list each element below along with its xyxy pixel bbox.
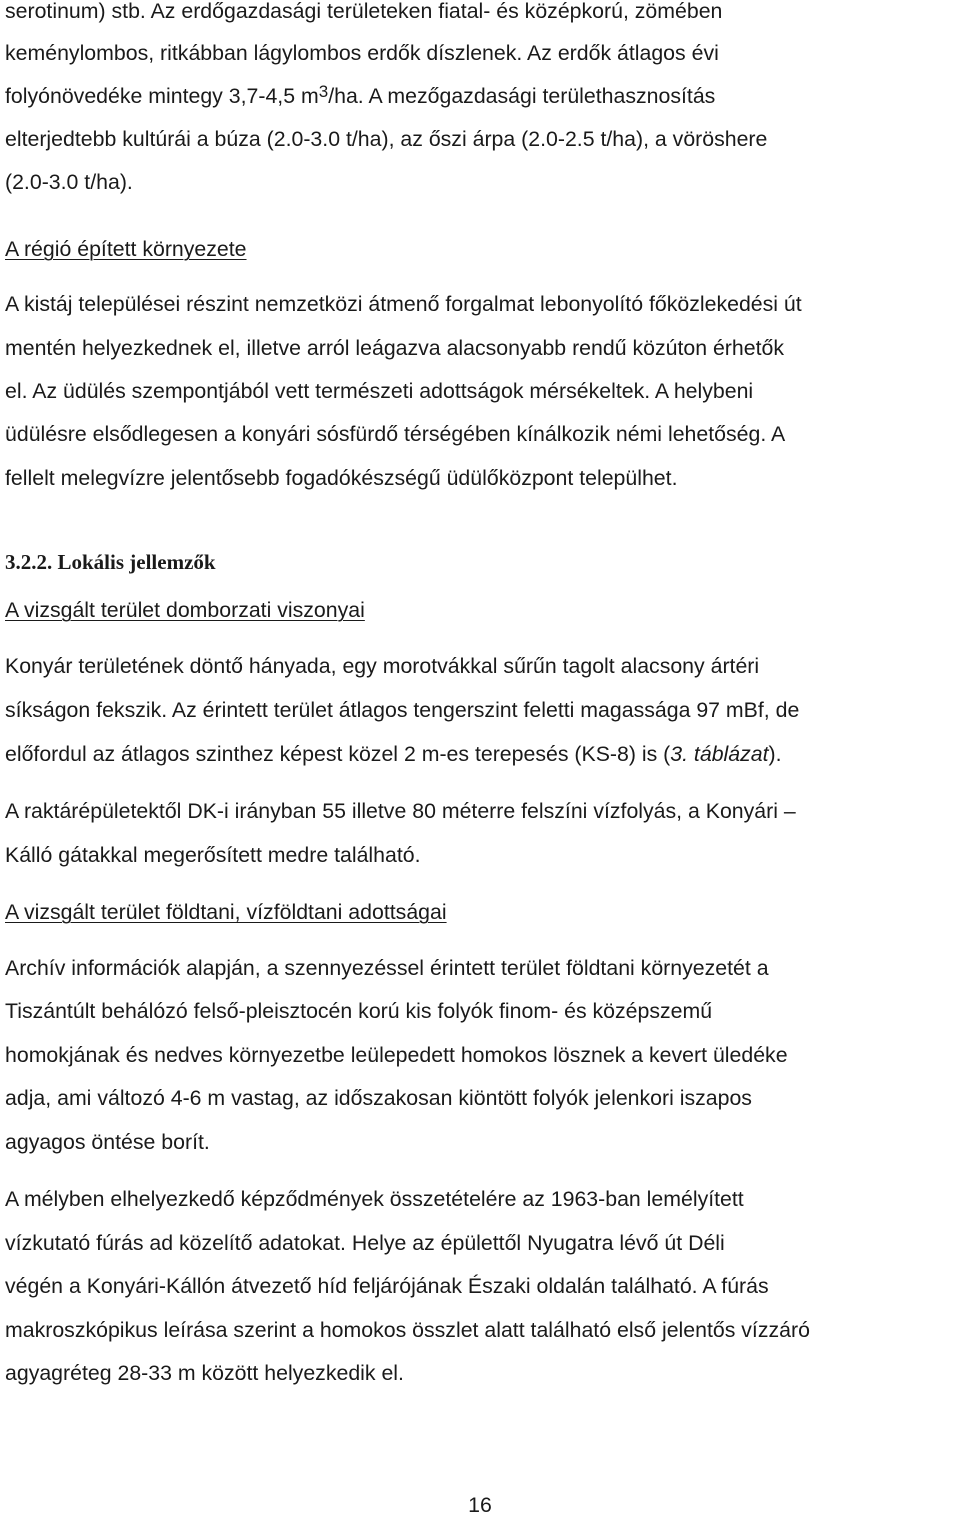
subheading-built-environment: A régió épített környezete (5, 237, 247, 261)
paragraph-line: agyagos öntése borít. (5, 1130, 210, 1154)
paragraph-line: Tiszántúlt behálózó felső-pleisztocén korú kis folyók finom- és középszemű (5, 999, 713, 1023)
paragraph-line: A mélyben elhelyezkedő képződmények összetételére az 1963-ban lemélyített (5, 1187, 744, 1211)
text-span: ). (768, 742, 782, 766)
paragraph-line: síkságon fekszik. Az érintett terület átlagos tengerszint feletti magassága 97 mBf, de (5, 698, 800, 722)
paragraph-line: homokjának és nedves környezetbe leülepedett homokos lösznek a kevert üledéke (5, 1043, 788, 1067)
paragraph-line: A kistáj települései részint nemzetközi átmenő forgalmat lebonyolító főközlekedési út (5, 292, 802, 316)
superscript: 3 (318, 82, 329, 101)
paragraph-line: serotinum) stb. Az erdőgazdasági területeken fiatal- és középkorú, zömében (5, 0, 723, 23)
paragraph-line: makroszkópikus leírása szerint a homokos összlet alatt található első jelentős vízzáró (5, 1318, 810, 1342)
paragraph-line: keménylombos, ritkábban lágylombos erdők díszlenek. Az erdők átlagos évi (5, 41, 719, 65)
section-number: 3.2.2. (5, 550, 53, 574)
paragraph-line: el. Az üdülés szempontjából vett természeti adottságok mérsékeltek. A helybeni (5, 379, 754, 403)
paragraph-line: fellelt melegvízre jelentősebb fogadókészségű üdülőközpont települhet. (5, 466, 678, 490)
paragraph-line: mentén helyezkednek el, illetve arról leágazva alacsonyabb rendű közúton érhetők (5, 336, 785, 360)
section-title: Lokális jellemzők (57, 550, 216, 574)
subheading-geology: A vizsgált terület földtani, vízföldtani adottságai (5, 900, 447, 924)
text-span: előfordul az átlagos szinthez képest közel 2 m-es terepesés (KS-8) is ( (5, 742, 671, 766)
paragraph-line: (2.0-3.0 t/ha). (5, 170, 133, 194)
page-number: 16 (468, 1493, 492, 1517)
table-reference: 3. táblázat (670, 742, 769, 766)
paragraph-line: Konyár területének döntő hányada, egy morotvákkal sűrűn tagolt alacsony ártéri (5, 654, 760, 678)
paragraph-line: agyagréteg 28-33 m között helyezkedik el. (5, 1361, 404, 1385)
paragraph-line: Kálló gátakkal megerősített medre található. (5, 843, 421, 867)
paragraph-line: végén a Konyári-Kállón átvezető híd feljárójának Északi oldalán található. A fúrás (5, 1274, 769, 1298)
section-heading (5, 549, 216, 575)
subheading-relief: A vizsgált terület domborzati viszonyai (5, 598, 365, 622)
text-span: folyónövedéke mintegy 3,7-4,5 m (5, 84, 319, 108)
paragraph-line: A raktárépületektől DK-i irányban 55 illetve 80 méterre felszíni vízfolyás, a Konyári – (5, 799, 796, 823)
paragraph-line (5, 83, 715, 109)
paragraph-line: adja, ami változó 4-6 m vastag, az időszakosan kiöntött folyók jelenkori iszapos (5, 1086, 752, 1110)
paragraph-line (5, 741, 782, 767)
paragraph-line: elterjedtebb kultúrái a búza (2.0-3.0 t/ha), az őszi árpa (2.0-2.5 t/ha), a vöröshere (5, 127, 768, 151)
paragraph-line: Archív információk alapján, a szennyezéssel érintett terület földtani környezetét a (5, 956, 769, 980)
text-span: /ha. A mezőgazdasági területhasznosítás (328, 84, 716, 108)
paragraph-line: üdülésre elsődlegesen a konyári sósfürdő térségében kínálkozik némi lehetőség. A (5, 422, 786, 446)
paragraph-line: vízkutató fúrás ad közelítő adatokat. Helye az épülettől Nyugatra lévő út Déli (5, 1231, 725, 1255)
